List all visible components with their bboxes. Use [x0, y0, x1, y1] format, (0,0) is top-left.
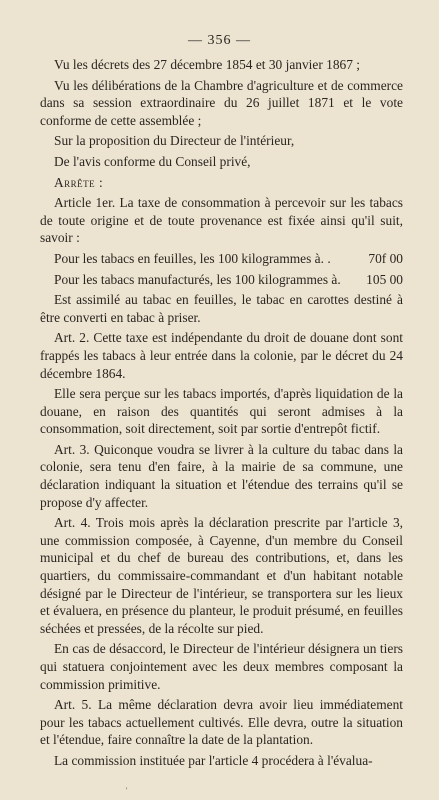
arrete-heading: Arrête :	[54, 174, 104, 190]
page-number: — 356 —	[188, 33, 251, 48]
article-1: Article 1er. La taxe de consommation à percevoir sur les tabacs de toute origine et de toute provenance est fixée ainsi qu'il suit, savoir :	[40, 195, 403, 246]
rate-row-manufactures	[40, 271, 403, 289]
paragraph-proposition: Sur la proposition du Directeur de l'intérieur,	[54, 133, 295, 149]
paragraph-decrets: Vu les décrets des 27 décembre 1854 et 30 janvier 1867 ;	[54, 57, 360, 72]
article-4: Art. 4. Trois mois après la déclaration prescrite par l'article 3, une commission composée, à Cayenne, d'un membre du Conseil municipal et du chef de bureau des contributions, et, dans les quartiers, du commissaire-commandant et d'un habitant notable désigné par le Directeur de l'intérieur, se transportera sur les lieux et évaluera, en présence du planteur, le produit présumé, en feuilles séchées et pressées, de la récolte sur pied.	[40, 515, 403, 636]
paragraph-deliberations: Vu les délibérations de la Chambre d'agriculture et de commerce dans sa session extraordinaire du 26 juillet 1871 et le vote conforme de cette assemblée ;	[40, 77, 403, 128]
paragraph-avis: De l'avis conforme du Conseil privé,	[54, 153, 251, 169]
footer-mark: '	[126, 786, 128, 795]
paragraph-assimile: Est assimilé au tabac en feuilles, le tabac en carottes destiné à être converti en tabac à priser.	[40, 292, 403, 325]
article-3: Art. 3. Quiconque voudra se livrer à la culture du tabac dans la colonie, sera tenu d'en faire, à la mairie de sa commune, une déclaration indiquant la situation et l'étendue des terrains qu'il se propose d'y affecter.	[40, 441, 403, 510]
rate-label: Pour les tabacs en feuilles, les 100 kilogrammes à. .	[54, 250, 331, 266]
paragraph-commission: La commission instituée par l'article 4 procédera à l'évalua-	[54, 752, 373, 768]
paragraph-perception: Elle sera perçue sur les tabacs importés, d'après liquidation de la douane, en raison des quantités qui seront admises à la consommation, soit directement, soit par sortie d'entrepôt fictif.	[40, 386, 403, 437]
rate-label: Pour les tabacs manufacturés, les 100 kilogrammes à.	[54, 271, 341, 287]
paragraph-desaccord: En cas de désaccord, le Directeur de l'intérieur désignera un tiers qui statuera conjointement avec les deux membres composant la commission primitive.	[40, 641, 403, 692]
article-5: Art. 5. La même déclaration devra avoir lieu immédiatement pour les tabacs actuellement cultivés. Elle devra, outre la situation et l'étendue, faire connaître la date de la plantation.	[40, 697, 403, 748]
article-2: Art. 2. Cette taxe est indépendante du droit de douane dont sont frappés les tabacs à leur entrée dans la colonie, par le décret du 24 décembre 1864.	[40, 330, 403, 381]
page-body	[40, 56, 403, 771]
rate-amount: 70f 00	[368, 250, 403, 266]
rate-row-feuilles	[40, 250, 403, 268]
rate-amount: 105 00	[366, 271, 403, 287]
